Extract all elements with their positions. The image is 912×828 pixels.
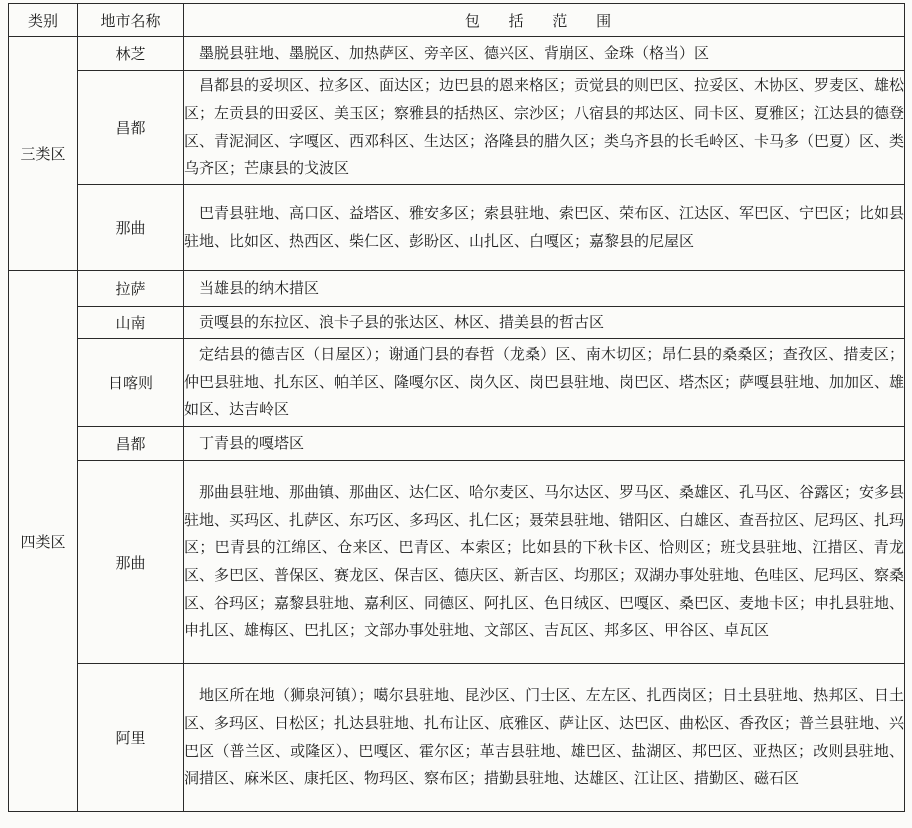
scope-text: 丁青县的嘎塔区 bbox=[199, 433, 305, 452]
table-row bbox=[9, 427, 905, 461]
scope-text: 墨脱县驻地、墨脱区、加热萨区、旁辛区、德兴区、背崩区、金珠（格当）区 bbox=[199, 43, 710, 62]
table-row bbox=[9, 271, 905, 307]
region-cell: 拉萨 bbox=[78, 271, 184, 307]
table-row bbox=[9, 37, 905, 71]
region-cell: 昌都 bbox=[78, 71, 184, 185]
region-cell: 阿里 bbox=[78, 664, 184, 812]
scope-text: 地区所在地（狮泉河镇）；噶尔县驻地、昆沙区、门士区、左左区、扎西岗区；日土县驻地、热邦区、日土区、多玛区、日松区；扎达县驻地、扎布让区、底雅区、萨让区、达巴区、曲松区、香孜区；普兰县驻地、兴巴区（普兰区、或隆区）、巴嘎区、霍尔区；革吉县驻地、雄巴区、盐湖区、邦巴区、亚热区；改则县驻地、洞措区、麻米区、康托区、物玛区、察布区；措勤县驻地、达雄区、江让区、措勤区、磁石区 bbox=[184, 686, 905, 788]
scope-text: 巴青县驻地、高口区、益塔区、雅安多区；索县驻地、索巴区、荣布区、江达区、军巴区、宁巴区；比如县驻地、比如区、热西区、柴仁区、彭盼区、山扎区、白嘎区；嘉黎县的尼屋区 bbox=[184, 203, 905, 250]
region-cell: 昌都 bbox=[78, 427, 184, 461]
region-cell: 那曲 bbox=[78, 461, 184, 664]
region-cell: 那曲 bbox=[78, 185, 184, 271]
scope-cell bbox=[184, 339, 905, 427]
scope-cell bbox=[184, 427, 905, 461]
scope-cell bbox=[184, 307, 905, 339]
category-cell-class3: 三类区 bbox=[9, 37, 78, 271]
table-row bbox=[9, 71, 905, 185]
region-cell: 山南 bbox=[78, 307, 184, 339]
scope-cell bbox=[184, 271, 905, 307]
scope-text: 那曲县驻地、那曲镇、那曲区、达仁区、哈尔麦区、马尔达区、罗马区、桑雄区、孔马区、谷露区；安多县驻地、买玛区、扎萨区、东巧区、多玛区、扎仁区；聂荣县驻地、错阳区、白雄区、查吾拉区、尼玛区、扎玛区；巴青县的江绵区、仓来区、巴青区、本索区；比如县的下秋卡区、恰则区；班戈县驻地、江措区、青龙区、多巴区、普保区、赛龙区、保吉区、德庆区、新吉区、均那区；双湖办事处驻地、色哇区、尼玛区、察桑区、谷玛区；嘉黎县驻地、嘉利区、同德区、阿扎区、色日绒区、巴嘎区、桑巴区、麦地卡区；申扎县驻地、申扎区、雄梅区、巴扎区；文部办事处驻地、文部区、吉瓦区、邦多区、甲谷区、卓瓦区 bbox=[184, 483, 905, 640]
table-row bbox=[9, 339, 905, 427]
region-cell: 日喀则 bbox=[78, 339, 184, 427]
scope-cell bbox=[184, 37, 905, 71]
scope-text: 贡嘎县的东拉区、浪卡子县的张达区、林区、措美县的哲古区 bbox=[199, 312, 605, 331]
category-cell-class4: 四类区 bbox=[9, 271, 78, 812]
scope-text: 当雄县的纳木措区 bbox=[199, 278, 320, 297]
scope-cell bbox=[184, 664, 905, 812]
table-row bbox=[9, 185, 905, 271]
region-scope-table bbox=[8, 3, 905, 812]
scope-text: 昌都县的妥坝区、拉多区、面达区；边巴县的恩来格区；贡觉县的则巴区、拉妥区、木协区、罗麦区、雄松区；左贡县的田妥区、美玉区；察雅县的括热区、宗沙区；八宿县的邦达区、同卡区、夏雅区；江达县的德登区、青泥洞区、字嘎区、西邓科区、生达区；洛隆县的腊久区；类乌齐县的长毛岭区、卡马多（巴夏）区、类乌齐区；芒康县的戈波区 bbox=[184, 76, 905, 178]
table-header bbox=[9, 4, 905, 37]
scope-cell bbox=[184, 185, 905, 271]
header-scope: 包 括 范 围 bbox=[184, 4, 905, 37]
scope-cell bbox=[184, 71, 905, 185]
table-row bbox=[9, 664, 905, 812]
table-row bbox=[9, 307, 905, 339]
header-row bbox=[9, 4, 905, 37]
region-cell: 林芝 bbox=[78, 37, 184, 71]
table-row bbox=[9, 461, 905, 664]
scope-text: 定结县的德吉区（日屋区）；谢通门县的春哲（龙桑）区、南木切区；昂仁县的桑桑区；查孜区、措麦区；仲巴县驻地、扎东区、帕羊区、隆嘎尔区、岗久区、岗巴县驻地、岗巴区、塔杰区；萨嘎县驻地、加加区、雄如区、达吉岭区 bbox=[184, 345, 905, 419]
header-region: 地市名称 bbox=[78, 4, 184, 37]
table-body bbox=[9, 37, 905, 812]
header-category: 类别 bbox=[9, 4, 78, 37]
scope-cell bbox=[184, 461, 905, 664]
